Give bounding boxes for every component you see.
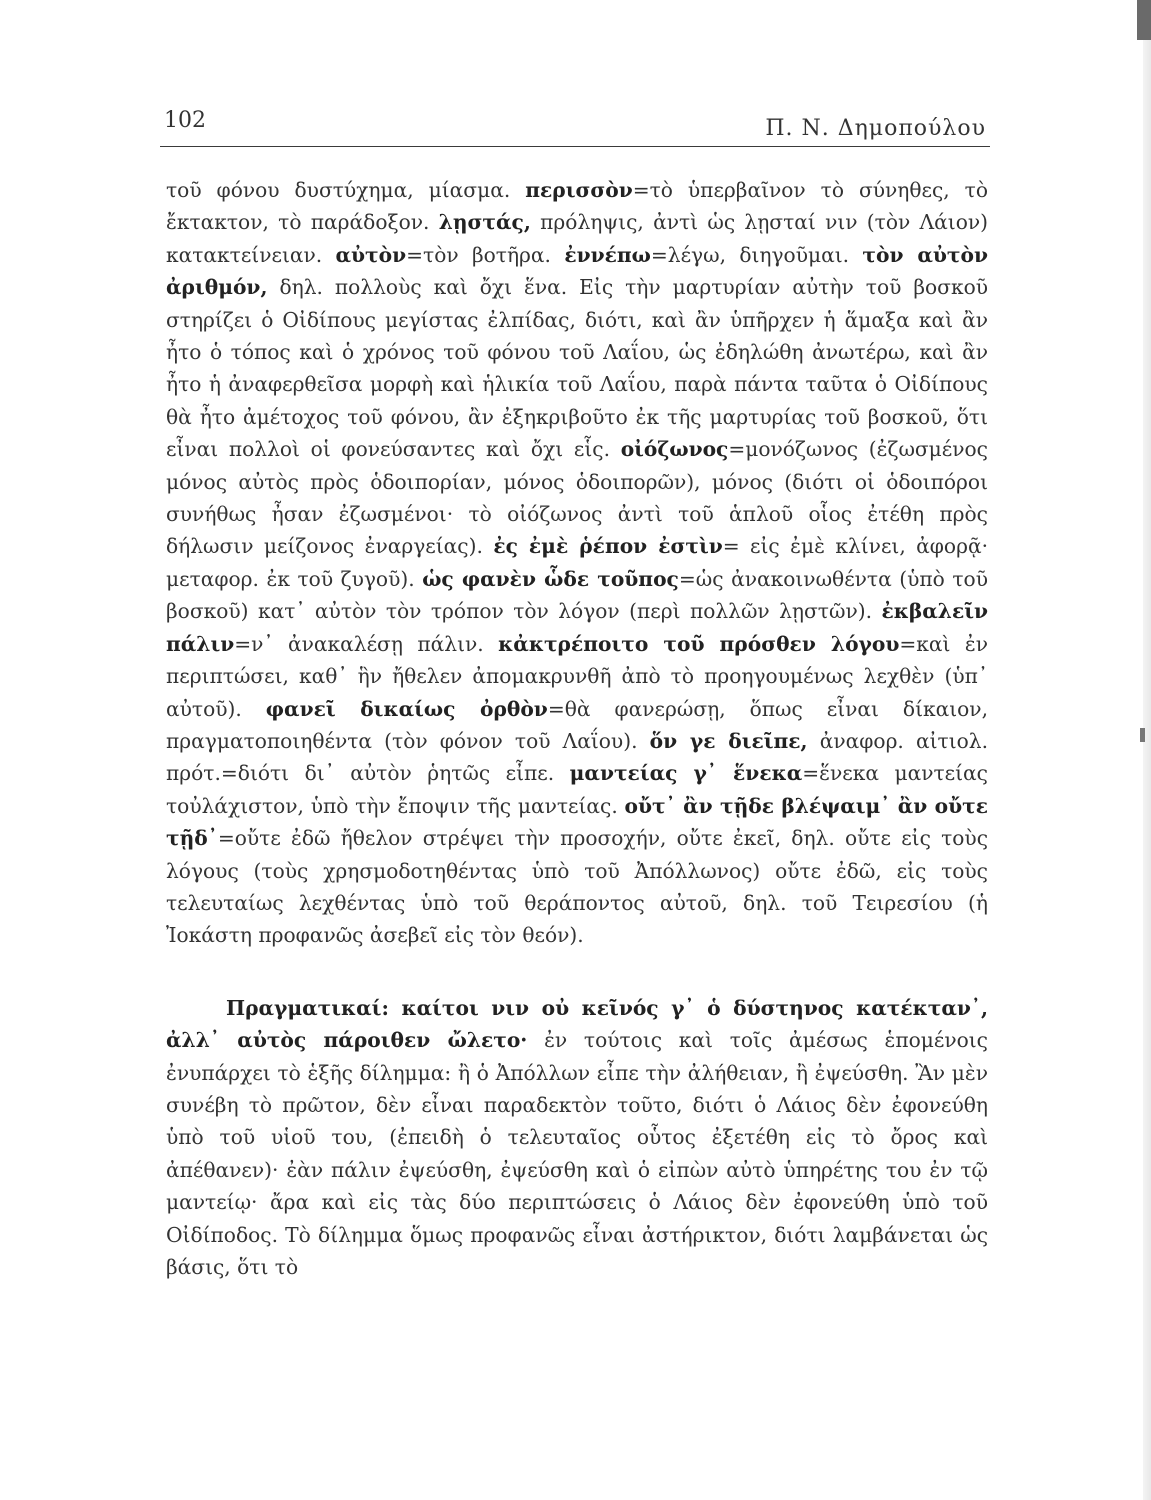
margin-mark xyxy=(1140,728,1145,742)
lemma: οὔτ᾽ ἂν τῇδε βλέψαιμ᾽ ἂν οὔτε τῇδ᾽ xyxy=(166,793,988,851)
text-run: =ὡς ἀνακοινωθέντα (ὑπὸ τοῦ βοσκοῦ) κατ᾽ αὐτὸν τὸν τρόπον τὸν λόγον (περὶ πολλῶν λῃστῶν). xyxy=(166,566,988,624)
page-edge-shadow xyxy=(1143,40,1151,1500)
scan-edge-mark xyxy=(1137,0,1151,40)
text-run: τοῦ φόνου δυστύχημα, μίασμα. xyxy=(166,178,526,202)
lemma: ὅν γε διεῖπε, xyxy=(649,728,808,753)
page-header xyxy=(160,106,990,147)
lemma: αὐτὸν xyxy=(335,242,407,267)
paragraph-commentary xyxy=(166,174,988,952)
commentary-text xyxy=(166,174,988,1283)
page-author: Π. Ν. Δημοπούλου xyxy=(765,116,986,141)
text-run: πρόληψις, ἀντὶ ὡς λῃσταί νιν (τὸν Λάιον) κατακτείνειαν. xyxy=(166,210,988,267)
lemma: οἰόζωνος xyxy=(620,437,729,462)
text-run: = εἰς ἐμὲ κλίνει, ἀφορᾷ· μεταφορ. ἐκ τοῦ ζυγοῦ). xyxy=(166,534,988,591)
text-run: =λέγω, διηγοῦμαι. xyxy=(650,242,863,267)
text-run: =ἕνεκα μαντείας τοὐλάχιστον, ὑπὸ τὴν ἔποψιν τῆς μαντείας. xyxy=(166,761,988,818)
text-run: =καὶ ἐν περιπτώσει, καθ᾽ ἣν ἤθελεν ἀπομακρυνθῆ ἀπὸ τὸ προηγουμένως λεχθὲν (ὑπ᾽ αὐτοῦ). xyxy=(166,631,988,721)
lemma: ἐννέπω xyxy=(564,242,651,267)
text-run: δηλ. πολλοὺς καὶ ὄχι ἕνα. Εἰς τὴν μαρτυρίαν αὐτὴν τοῦ βοσκοῦ στηρίζει ὁ Οἰδίπους μεγίστας ἐλπίδας, διότι, καὶ ἂν ὑπῆρχεν ἡ ἅμαξα καὶ ἂν ἦτο ὁ τόπος καὶ ὁ χρόνος τοῦ φόνου τοῦ Λαΐου, ὡς ἐδηλώθη ἀνωτέρω, καὶ ἂν ἦτο ἡ ἀναφερθεῖσα μορφὴ καὶ ἡλικία τοῦ Λαΐου, παρὰ πάντα ταῦτα ὁ Οἰδίπους θὰ ἦτο ἀμέτοχος τοῦ φόνου, ἂν ἐξηκριβοῦτο ἐκ τῆς μαρτυρίας τοῦ βοσκοῦ, ὅτι εἶναι πολλοὶ οἱ φονεύσαντες καὶ ὄχι εἷς. xyxy=(166,275,988,462)
text-run: =ν᾽ ἀνακαλέσῃ πάλιν. xyxy=(234,631,499,656)
lemma: μαντείας γ᾽ ἕνεκα xyxy=(569,761,803,786)
text-run: ἀναφορ. αἰτιολ. πρότ.=διότι δι᾽ αὐτὸν ῥητῶς εἶπε. xyxy=(166,728,988,786)
text-run: =τὸν βοτῆρα. xyxy=(406,242,565,267)
page-number: 102 xyxy=(164,108,206,133)
text-run: ἐν τούτοις καὶ τοῖς ἀμέσως ἑπομένοις ἐνυπάρχει τὸ ἑξῆς δίλημμα: ἢ ὁ Ἀπόλλων εἶπε τὴν ἀλήθειαν, ἢ ἐψεύσθη. Ἂν μὲν συνέβη τὸ πρῶτον, δὲν εἶναι παραδεκτὸν τοῦτο, διότι ὁ Λάιος δὲν ἐφονεύθη ὑπὸ τοῦ υἱοῦ του, (ἐπειδὴ ὁ τελευταῖος οὗτος ἐξετέθη εἰς τὸ ὄρος καὶ ἀπέθανεν)· ἐὰν πάλιν ἐψεύσθη, ἐψεύσθη καὶ ὁ εἰπὼν αὐτὸ ὑπηρέτης του ἐν τῷ μαντείῳ· ἄρα καὶ εἰς τὰς δύο περιπτώσεις ὁ Λάιος δὲν ἐφονεύθη ὑπὸ τοῦ Οἰδίποδος. Τὸ δίλημμα ὅμως προφανῶς εἶναι ἀστήρικτον, διότι λαμβάνεται ὡς βάσις, ὅτι τὸ xyxy=(166,1028,988,1279)
text-run: =τὸ ὑπερβαῖνον τὸ σύνηθες, τὸ ἔκτακτον, τὸ παράδοξον. xyxy=(166,178,988,235)
text-run: =οὔτε ἐδῶ ἤθελον στρέψει τὴν προσοχήν, οὔτε ἐκεῖ, δηλ. οὔτε εἰς τοὺς λόγους (τοὺς χρησμοδοτηθέντας ὑπὸ τοῦ Ἀπόλλωνος) οὔτε ἐδῶ, εἰς τοὺς τελευταίως λεχθέντας ὑπὸ τοῦ θεράποντος αὐτοῦ, δηλ. τοῦ Τειρεσίου (ἡ Ἰοκάστη προφανῶς ἀσεβεῖ εἰς τὸν θεόν). xyxy=(166,826,988,948)
text-run: =μονόζωνος (ἐζωσμένος μόνος αὐτὸς πρὸς ὁδοιπορίαν, μόνος ὁδοιπορῶν), μόνος (διότι οἱ ὁδοιπόροι συνήθως ἦσαν ἐζωσμένοι· τὸ οἰόζωνος ἀντὶ τοῦ ἁπλοῦ οἷος ἐτέθη πρὸς δήλωσιν μείζονος ἐναργείας). xyxy=(166,437,988,559)
lemma: φανεῖ δικαίως ὀρθὸν xyxy=(265,696,548,721)
lemma: ἐκβαλεῖν πάλιν xyxy=(166,599,988,656)
section-heading: Πραγματικαί: καίτοι νιν οὐ κεῖνός γ᾽ ὁ δύστηνος κατέκταν᾽, ἀλλ᾽ αὐτὸς πάροιθεν ὤλετο· xyxy=(166,995,988,1053)
lemma: λῃστάς, xyxy=(438,210,531,235)
lemma: περισσὸν xyxy=(525,178,633,202)
text-run: =θὰ φανερώσῃ, ὅπως εἶναι δίκαιον, πραγματοποιηθέντα (τὸν φόνον τοῦ Λαΐου). xyxy=(166,696,988,753)
lemma: ὡς φανὲν ὧδε τοῦπος xyxy=(422,566,679,591)
paragraph-pragmatikai xyxy=(166,992,988,1284)
lemma: ἐς ἐμὲ ῥέπον ἐστὶν xyxy=(493,534,723,559)
lemma: κἀκτρέποιτο τοῦ πρόσθεν λόγου xyxy=(498,631,900,656)
lemma: τὸν αὐτὸν ἀριθμόν, xyxy=(166,242,988,300)
